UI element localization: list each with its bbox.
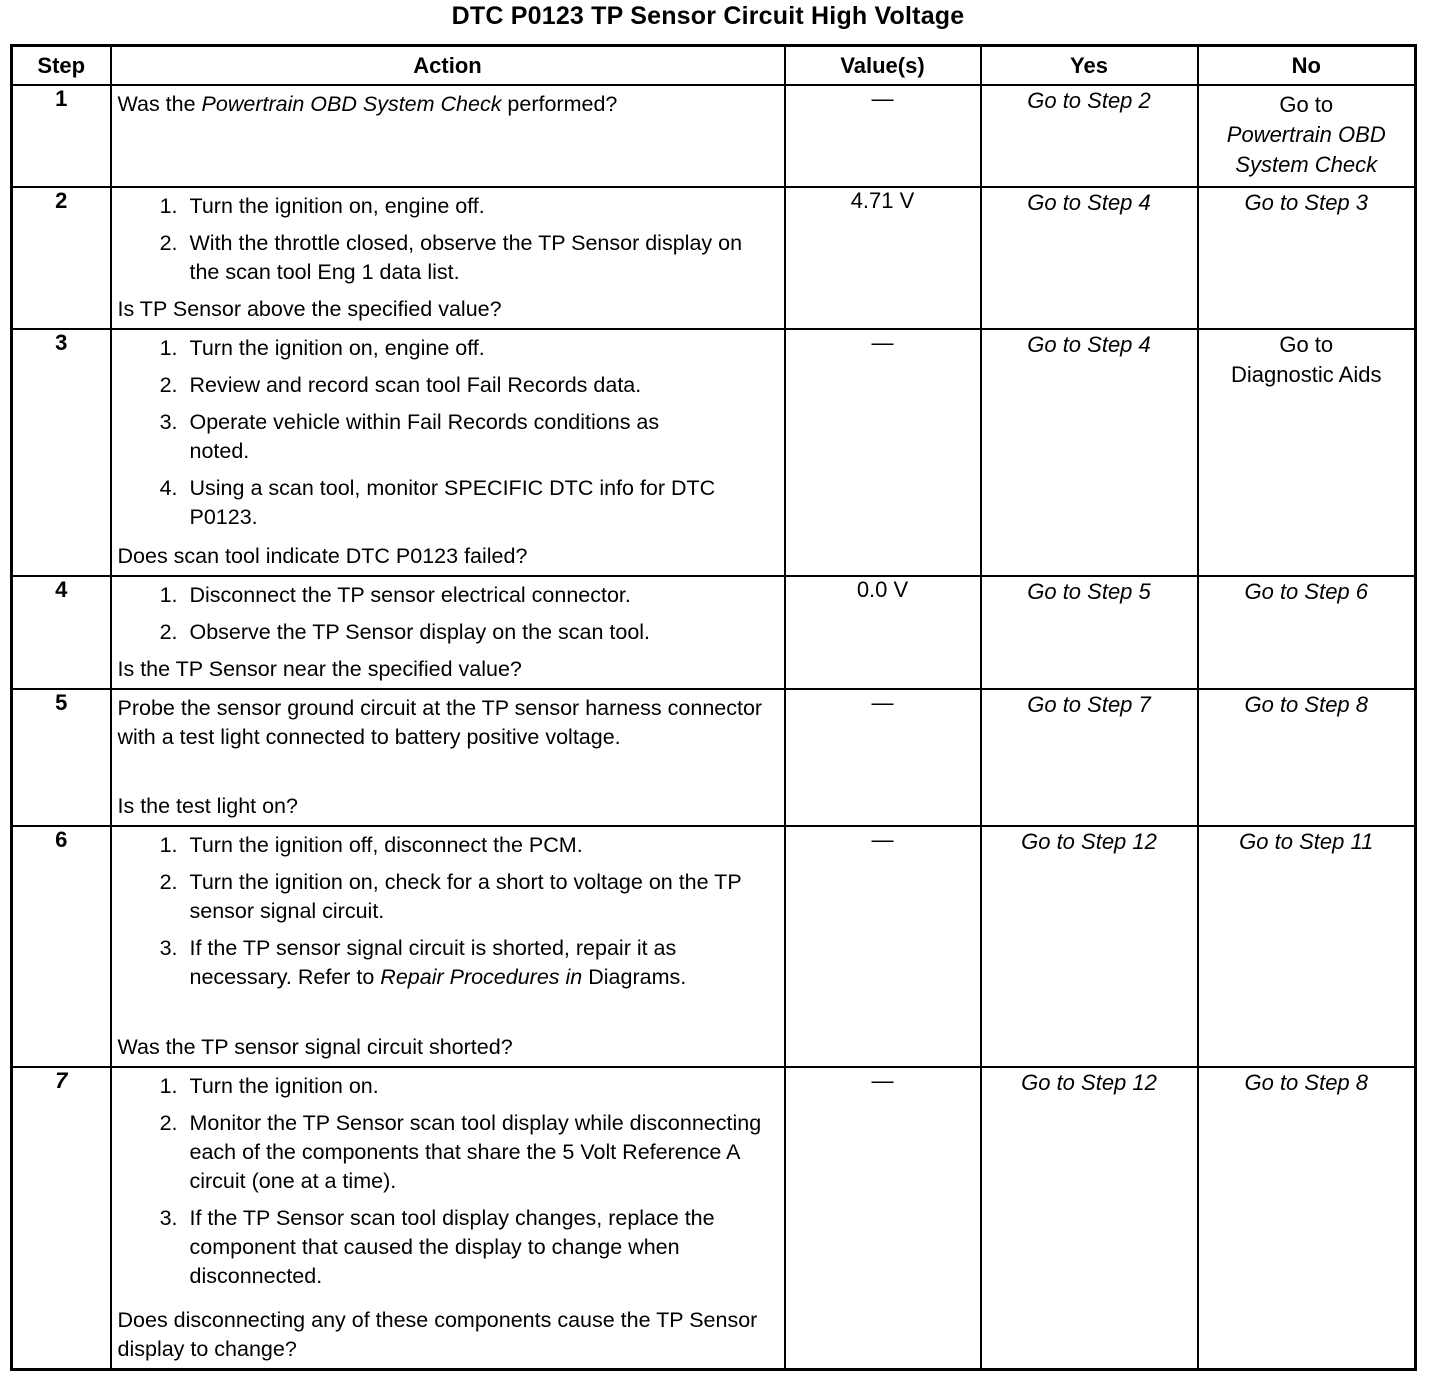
action-step: 1. Turn the ignition on. — [184, 1072, 776, 1101]
step-number: 2 — [12, 187, 111, 329]
action-cell — [111, 826, 785, 1067]
yes-cell — [981, 576, 1198, 689]
action-steps — [118, 581, 776, 647]
action-question: Does scan tool indicate DTC P0123 failed? — [117, 544, 528, 568]
no-link: Go to Step 3 — [1244, 190, 1369, 215]
action-step: 3. If the TP Sensor scan tool display changes, replace the component that caused the display to change when disconnected. — [184, 1204, 776, 1291]
value-cell: — — [785, 1067, 981, 1369]
step-number: 5 — [12, 689, 111, 826]
no-cell — [1198, 826, 1416, 1067]
yes-link: Go to Step 5 — [1027, 579, 1151, 604]
table-row — [12, 576, 1416, 689]
no-link-line: Diagnostic Aids — [1231, 362, 1382, 387]
action-cell — [111, 187, 785, 329]
action-steps — [118, 831, 776, 992]
yes-link: Go to Step 4 — [1027, 190, 1151, 215]
question-text: performed? — [501, 92, 618, 116]
table-row — [12, 329, 1416, 576]
no-link-line: Go to — [1279, 92, 1334, 117]
action-step: 2. Observe the TP Sensor display on the scan tool. — [184, 618, 776, 647]
yes-link: Go to Step 2 — [1027, 88, 1151, 113]
yes-link: Go to Step 12 — [1021, 829, 1157, 854]
value-cell: — — [785, 329, 981, 576]
action-cell — [111, 689, 785, 826]
action-cell — [111, 329, 785, 576]
value-cell: — — [785, 689, 981, 826]
yes-cell — [981, 85, 1198, 187]
header-step: Step — [12, 46, 111, 86]
action-cell — [111, 1067, 785, 1369]
action-question — [118, 90, 776, 119]
table-row — [12, 85, 1416, 187]
step-number: 3 — [12, 329, 111, 576]
yes-cell — [981, 689, 1198, 826]
diagnostic-table — [10, 44, 1417, 1371]
no-cell — [1198, 187, 1416, 329]
action-step-text: Diagrams. — [582, 965, 687, 989]
value-cell: 0.0 V — [785, 576, 981, 689]
action-step: 1. Turn the ignition off, disconnect the PCM. — [184, 831, 776, 860]
action-steps — [118, 1072, 776, 1291]
action-step: 4. Using a scan tool, monitor SPECIFIC DTC info for DTC P0123. — [184, 474, 776, 532]
question-reference: Powertrain OBD System Check — [201, 92, 502, 116]
yes-cell — [981, 1067, 1198, 1369]
step-number: 1 — [12, 85, 111, 187]
no-cell — [1198, 329, 1416, 576]
no-cell — [1198, 1067, 1416, 1369]
action-steps — [118, 334, 776, 532]
action-step: 2. With the throttle closed, observe the TP Sensor display on the scan tool Eng 1 data list. — [184, 229, 776, 287]
header-values: Value(s) — [785, 46, 981, 86]
value-cell: — — [785, 826, 981, 1067]
action-question: Is the TP Sensor near the specified value? — [117, 657, 522, 681]
no-cell — [1198, 85, 1416, 187]
table-row — [12, 826, 1416, 1067]
value-cell: — — [785, 85, 981, 187]
yes-cell — [981, 826, 1198, 1067]
action-paragraph: Probe the sensor ground circuit at the TP sensor harness connector with a test light connected to battery positive voltage. — [117, 696, 763, 749]
header-action: Action — [111, 46, 785, 86]
header-no: No — [1198, 46, 1416, 86]
table-row — [12, 689, 1416, 826]
action-step: 2. Monitor the TP Sensor scan tool display while disconnecting each of the components that share the 5 Volt Reference A circuit (one at a time). — [184, 1109, 776, 1196]
no-link-line: System Check — [1235, 152, 1378, 177]
table-row — [12, 1067, 1416, 1369]
action-step-text: If the TP sensor signal circuit is shorted, repair it as necessary. Refer to — [189, 936, 677, 989]
step-number: 7 — [12, 1067, 111, 1369]
no-link: Go to Step 6 — [1244, 579, 1369, 604]
action-step-reference: Repair Procedures in — [380, 965, 583, 989]
question-text: Was the — [117, 92, 202, 116]
action-step: 3. Operate vehicle within Fail Records conditions as noted. — [184, 408, 776, 466]
action-step: 2. Review and record scan tool Fail Records data. — [184, 371, 776, 400]
action-step: 1. Disconnect the TP sensor electrical connector. — [184, 581, 776, 610]
action-question: Is TP Sensor above the specified value? — [117, 297, 502, 321]
action-cell — [111, 576, 785, 689]
action-cell — [111, 85, 785, 187]
yes-cell — [981, 329, 1198, 576]
no-link: Go to Step 8 — [1244, 692, 1369, 717]
no-link: Go to Step 11 — [1239, 829, 1374, 854]
value-cell: 4.71 V — [785, 187, 981, 329]
action-question: Is the test light on? — [117, 794, 298, 818]
yes-link: Go to Step 4 — [1027, 332, 1151, 357]
yes-link: Go to Step 7 — [1027, 692, 1151, 717]
no-cell — [1198, 689, 1416, 826]
step-number: 4 — [12, 576, 111, 689]
action-step — [184, 934, 776, 992]
header-row — [12, 46, 1416, 86]
action-step: 1. Turn the ignition on, engine off. — [184, 334, 776, 363]
yes-cell — [981, 187, 1198, 329]
action-steps — [118, 192, 776, 287]
yes-link: Go to Step 12 — [1021, 1070, 1157, 1095]
table-row — [12, 187, 1416, 329]
no-link-line: Powertrain OBD — [1226, 122, 1386, 147]
action-question: Does disconnecting any of these components cause the TP Sensor display to change? — [117, 1307, 758, 1361]
page-title: DTC P0123 TP Sensor Circuit High Voltage — [451, 2, 965, 30]
action-step: 1. Turn the ignition on, engine off. — [184, 192, 776, 221]
header-yes: Yes — [981, 46, 1198, 86]
action-question: Was the TP sensor signal circuit shorted? — [117, 1035, 513, 1059]
step-number: 6 — [12, 826, 111, 1067]
no-cell — [1198, 576, 1416, 689]
action-step: 2. Turn the ignition on, check for a short to voltage on the TP sensor signal circuit. — [184, 868, 776, 926]
no-link-line: Go to — [1279, 332, 1334, 357]
no-link: Go to Step 8 — [1244, 1070, 1369, 1095]
